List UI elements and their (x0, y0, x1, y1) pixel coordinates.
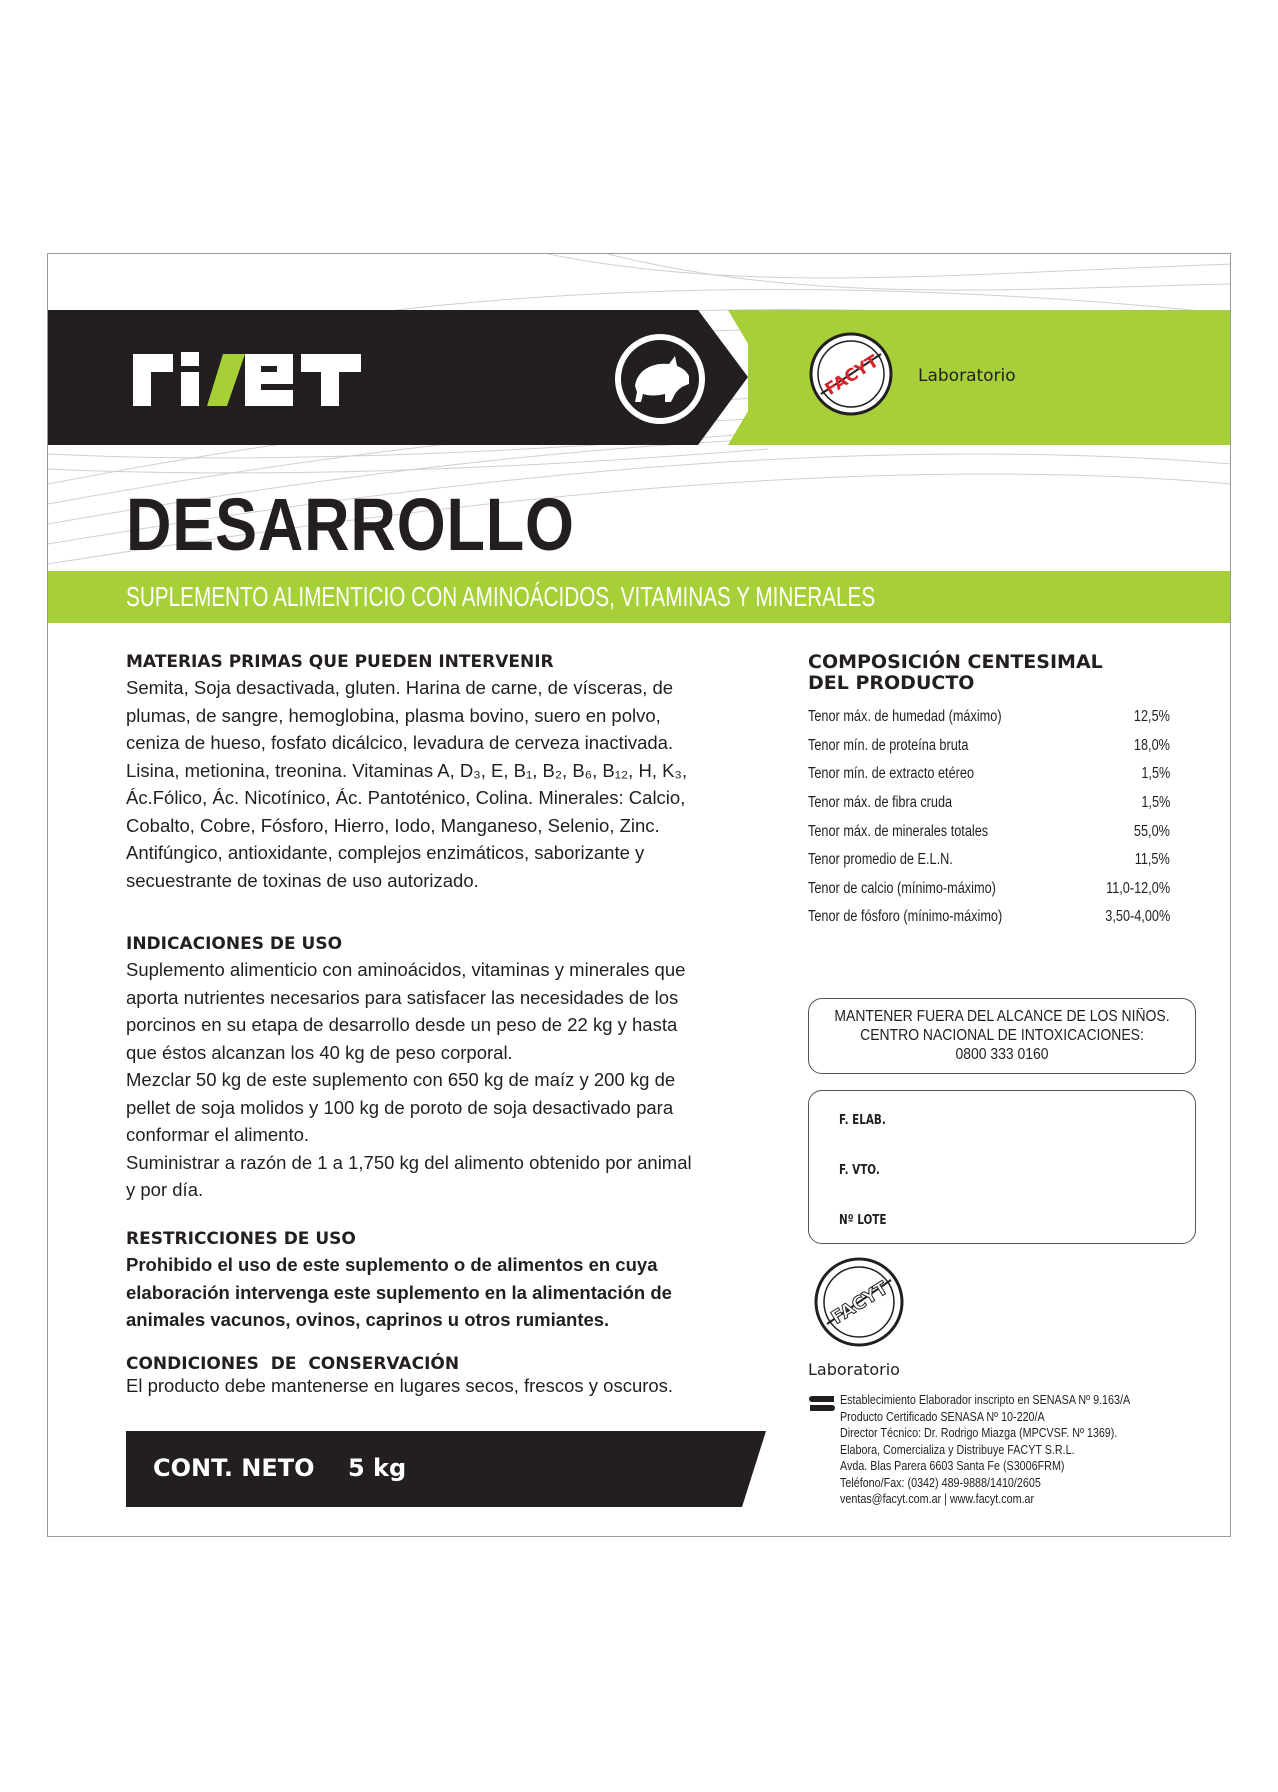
composition-row (808, 908, 1170, 936)
text-line: secuestrante de toxinas de uso autorizado. (126, 869, 479, 891)
composition-heading-line: COMPOSICIÓN CENTESIMAL (808, 651, 1103, 673)
restricciones-body (126, 1251, 766, 1334)
civet-logo (123, 334, 373, 424)
text-line: Antifúngico, antioxidante, complejos enzimáticos, saborizante y (126, 842, 645, 863)
indicaciones-body (126, 956, 766, 1204)
conservacion-section (126, 1354, 766, 1400)
composition-heading (808, 652, 1168, 694)
text-line: Semita, Soja desactivada, gluten. Harina de carne, de vísceras, de (126, 677, 674, 698)
info-line: Avda. Blas Parera 6603 Santa Fe (S3006FRM) (840, 1459, 1065, 1473)
composition-row (808, 851, 1170, 879)
warning-line: CENTRO NACIONAL DE INTOXICACIONES: (860, 1027, 1144, 1044)
row-value: 1,5% (1141, 765, 1170, 782)
text-line: Suplemento alimenticio con aminoácidos, vitaminas y minerales que (126, 959, 686, 980)
restricciones-heading: RESTRICCIONES DE USO (126, 1229, 356, 1249)
composition-row (808, 794, 1170, 822)
facyt-seal-icon (811, 1254, 907, 1350)
row-value: 55,0% (1133, 823, 1170, 840)
text-line: plumas, de sangre, hemoglobina, plasma bovino, suero en polvo, (126, 704, 661, 726)
warning-box (808, 998, 1196, 1074)
row-label: Tenor mín. de proteína bruta (808, 737, 969, 754)
facyt-seal-text: FACYT (821, 351, 883, 400)
text-line: porcinos en su etapa de desarrollo desde un peso de 22 kg y hasta (126, 1014, 678, 1035)
restricciones-section (126, 1229, 766, 1334)
product-label (47, 253, 1231, 1537)
text-line: pellet de soja molidos y 100 kg de poroto de soja desactivado para (126, 1096, 674, 1118)
row-value: 18,0% (1133, 737, 1170, 754)
elab-date-label: F. ELAB. (839, 1113, 886, 1128)
info-line: Establecimiento Elaborador inscripto en SENASA Nº 9.163/A (840, 1393, 1131, 1407)
product-name: DESARROLLO (126, 483, 575, 566)
row-label: Tenor de calcio (mínimo-máximo) (808, 880, 996, 897)
text-line: Cobalto, Cobre, Fósforo, Hierro, Iodo, Manganeso, Selenio, Zinc. (126, 814, 660, 836)
composition-row (808, 737, 1170, 765)
info-line: Director Técnico: Dr. Rodrigo Miazga (MPCVSF. Nº 1369). (840, 1426, 1118, 1440)
row-value: 1,5% (1141, 794, 1170, 811)
text-line: conformar el alimento. (126, 1124, 310, 1145)
text-line: animales vacunos, ovinos, caprinos u otros rumiantes. (126, 1309, 610, 1330)
warning-phone: 0800 333 0160 (955, 1046, 1049, 1063)
text-line: ceniza de hueso, fosfato dicálcico, levadura de cerveza inactivada. (126, 732, 674, 753)
materias-body (126, 674, 766, 894)
info-line: Producto Certificado SENASA Nº 10-220/A (840, 1409, 1045, 1424)
info-line: Elabora, Comercializa y Distribuye FACYT S.R.L. (840, 1442, 1075, 1457)
row-label: Tenor máx. de fibra cruda (808, 794, 953, 811)
lab-label-bottom: Laboratorio (808, 1360, 900, 1379)
conservacion-heading: CONDICIONES DE CONSERVACIÓN (126, 1354, 460, 1374)
text-line: Lisina, metionina, treonina. Vitaminas A, D₃, E, B₁, B₂, B₆, B₁₂, H, K₃, (126, 759, 688, 781)
lab-label-top: Laboratorio (918, 366, 1016, 386)
company-info (840, 1392, 1220, 1508)
text-line: elaboración intervenga este suplemento en la alimentación de (126, 1281, 672, 1303)
text-line: y por día. (126, 1179, 204, 1200)
text-line: Suministrar a razón de 1 a 1,750 kg del alimento obtenido por animal (126, 1151, 692, 1173)
row-label: Tenor máx. de humedad (máximo) (808, 708, 1002, 725)
row-label: Tenor mín. de extracto etéreo (808, 765, 975, 782)
text-line: Prohibido el uso de este suplemento o de alimentos en cuya (126, 1254, 658, 1275)
composition-heading-line: DEL PRODUCTO (808, 672, 975, 694)
composition-row (808, 765, 1170, 793)
text-line: aporta nutrientes necesarios para satisfacer las necesidades de los (126, 986, 679, 1008)
senasa-icon (808, 1394, 836, 1414)
info-line: Teléfono/Fax: (0342) 489-9888/1410/2605 (840, 1475, 1041, 1490)
info-line: ventas@facyt.com.ar | www.facyt.com.ar (840, 1492, 1035, 1506)
expiry-date-label: F. VTO. (839, 1163, 880, 1178)
row-label: Tenor máx. de minerales totales (808, 823, 989, 840)
row-label: Tenor promedio de E.L.N. (808, 851, 953, 868)
text-line: Ác.Fólico, Ác. Nicotínico, Ác. Pantoténico, Colina. Minerales: Calcio, (126, 787, 686, 808)
conservacion-body: El producto debe mantenerse en lugares secos, frescos y oscuros. (126, 1375, 674, 1396)
composition-row (808, 708, 1170, 736)
facyt-seal-icon (806, 329, 896, 419)
row-label: Tenor de fósforo (mínimo-máximo) (808, 908, 1003, 925)
text-line: Mezclar 50 kg de este suplemento con 650 kg de maíz y 200 kg de (126, 1069, 676, 1090)
composition-row (808, 823, 1170, 851)
materias-heading: MATERIAS PRIMAS QUE PUEDEN INTERVENIR (126, 652, 554, 672)
indicaciones-section (126, 934, 766, 1204)
composition-row (808, 880, 1170, 908)
net-content: CONT. NETO 5 kg (153, 1454, 407, 1482)
pig-icon (613, 332, 707, 426)
row-value: 12,5% (1133, 708, 1170, 725)
batch-info-box (808, 1090, 1196, 1244)
indicaciones-heading: INDICACIONES DE USO (126, 934, 343, 954)
row-value: 3,50-4,00% (1104, 908, 1170, 925)
warning-line: MANTENER FUERA DEL ALCANCE DE LOS NIÑOS. (834, 1008, 1170, 1025)
product-subtitle: SUPLEMENTO ALIMENTICIO CON AMINOÁCIDOS, VITAMINAS Y MINERALES (126, 581, 876, 612)
row-value: 11,5% (1134, 851, 1170, 868)
lot-label: Nº LOTE (839, 1213, 887, 1228)
materias-section (126, 652, 766, 894)
facyt-seal-text: FACYT (827, 1277, 892, 1329)
text-line: que éstos alcanzan los 40 kg de peso corporal. (126, 1041, 513, 1063)
row-value: 11,0-12,0% (1105, 880, 1170, 897)
